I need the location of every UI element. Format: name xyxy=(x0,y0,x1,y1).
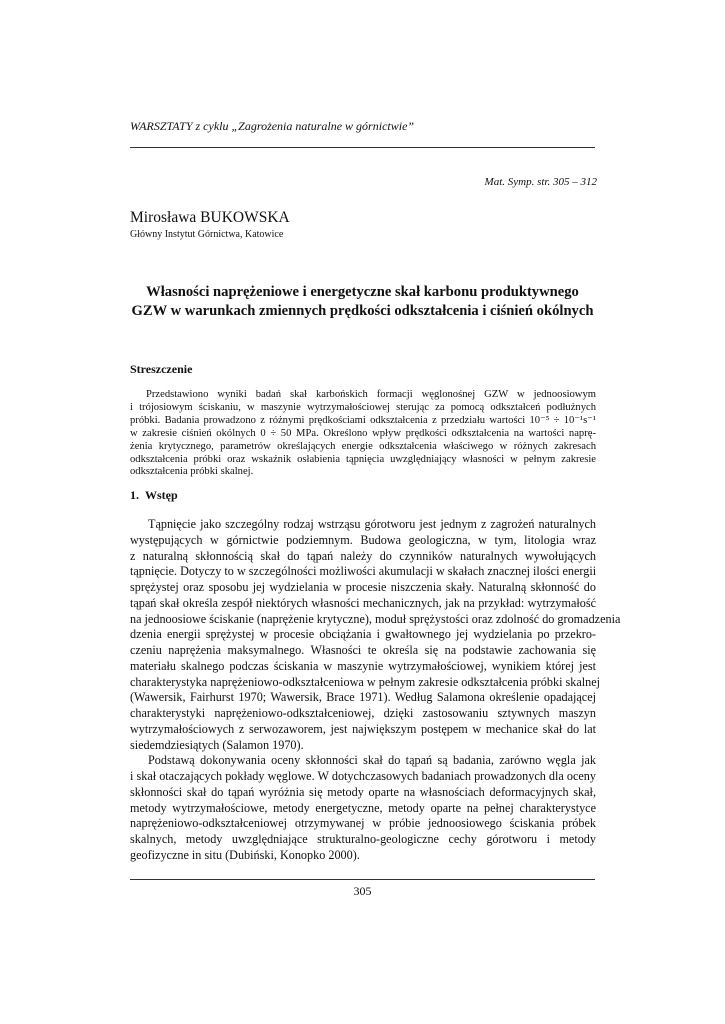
author-name: Mirosława BUKOWSKA xyxy=(130,209,290,226)
body-line: tąpań skał określa zespół niektórych własności mechanicznych, jak na przykład: wytrzymałość xyxy=(130,595,596,610)
abstract-line: w zakresie ciśnień okólnych 0 ÷ 50 MPa. Określono wpływ prędkości odkształcenia na wartości naprę- xyxy=(130,427,596,439)
header-divider xyxy=(130,147,595,148)
paper-title-line: Własności naprężeniowe i energetyczne skał karbonu produktywnego xyxy=(146,284,579,300)
body-line: czeniu naprężenia maksymalnego. Własności te określa się na podstawie zachowania się xyxy=(130,643,596,657)
body-line: geofizyczne in situ (Dubiński, Konopko 2000). xyxy=(130,847,360,862)
abstract-line: Przedstawiono wyniki badań skał karbońskich formacji węglonośnej GZW w jednoosiowym xyxy=(146,389,596,400)
body-line: Tąpnięcie jako szczególny rodzaj wstrząsu górotworu jest jednym z zagrożeń naturalnych xyxy=(148,517,596,531)
body-line: występujących w górnictwie podziemnym. Budowa geologiczna, w tym, litologia wraz xyxy=(130,532,596,547)
body-line: charakterystyki naprężeniowo-odkształceniowej, dzięki zastosowaniu sztywnych maszyn xyxy=(130,706,596,720)
body-line: skalnych, metody uwzględniające strukturalno-geologiczne cechy górotworu i metody xyxy=(130,832,596,846)
footer-divider xyxy=(130,879,595,880)
body-line: z naturalną skłonnością skał do tąpań należy do czynników naturalnych wywołujących xyxy=(130,548,596,563)
abstract-line: żenia krytycznego, parametrów określających energie odkształcenia właściwego w różnych zakresach xyxy=(130,440,596,452)
body-line: i skał otaczających pokłady węglowe. W dotychczasowych badaniach prowadzonych dla oceny xyxy=(130,769,596,783)
section-number: 1. xyxy=(130,488,139,502)
body-line: sprężystej oraz sposobu jej wydzielania w procesie niszczenia skały. Naturalną skłonność do xyxy=(130,580,596,594)
body-line: siedemdziesiątych (Salamon 1970). xyxy=(130,737,304,752)
series-header: WARSZTATY z cyklu „Zagrożenia naturalne w górnictwie” xyxy=(130,119,415,133)
page-number: 305 xyxy=(353,884,372,898)
body-line: skłonności skał do tąpań wyróżnia się metody oparte na własnościach deformacyjnych skał, xyxy=(130,784,596,799)
body-line: tąpnięcie. Dotyczy to w szczególności możliwości akumulacji w skałach znacznej ilości energii xyxy=(130,564,597,579)
section-heading xyxy=(130,488,178,503)
abstract-line: próbki. Badania prowadzono z różnymi prędkościami odkształcenia z przedziału wartości 10⁻⁵ ÷ 10⁻¹s⁻¹ xyxy=(130,414,596,426)
body-line: materiału skalnego podczas ściskania w maszynie wytrzymałościowej, wynikiem której jest xyxy=(130,658,596,673)
body-line: charakterystyka naprężeniowo-odkształceniowa w pełnym zakresie odkształcenia próbki skalnej xyxy=(130,674,601,689)
paper-title-line: GZW w warunkach zmiennych prędkości odkształcenia i ciśnień okólnych xyxy=(131,303,594,319)
abstract-line: odkształcenia próbki oraz wskaźnik osłabienia tąpnięcia uwzględniający własności w pełnym zakresie xyxy=(130,453,596,465)
body-line: metody wytrzymałościowe, metody energetyczne, metody oparte na pełnej charakterystyce xyxy=(130,800,596,815)
paper-title xyxy=(110,283,615,321)
section-title: Wstęp xyxy=(145,488,178,502)
abstract-line: odkształcenia próbki skalnej. xyxy=(130,466,254,478)
body-line: na jednoosiowe ściskanie (naprężenie krytyczne), moduł sprężystości oraz zdolność do gromadzenia xyxy=(130,611,621,626)
body-line: dzenia energii sprężystej w procesie obciążania i gwałtownego jej wydzielania po przekro- xyxy=(130,627,596,642)
body-line: Podstawą dokonywania oceny skłonności skał do tąpań są badania, zarówno węgla jak xyxy=(148,753,596,768)
body-line: naprężeniowo-odkształceniowej otrzymywanej w próbie jednoosiowego ściskania próbek xyxy=(130,816,596,831)
page-range-reference: Mat. Symp. str. 305 – 312 xyxy=(484,176,597,188)
body-line: (Wawersik, Fairhurst 1970; Wawersik, Brace 1971). Według Salamona określenie opadającej xyxy=(130,690,596,705)
body-line: wytrzymałościowych z serwozaworem, jest największym postępem w mechanice skał do lat xyxy=(130,721,596,736)
abstract-heading: Streszczenie xyxy=(130,362,193,376)
author-affiliation: Główny Instytut Górnictwa, Katowice xyxy=(130,229,284,240)
abstract-body xyxy=(130,389,596,479)
abstract-line: i trójosiowym ściskaniu, w maszynie wytrzymałościowej sterując za pomocą odkształceń podłużnych xyxy=(130,401,596,413)
section-body xyxy=(130,517,621,864)
